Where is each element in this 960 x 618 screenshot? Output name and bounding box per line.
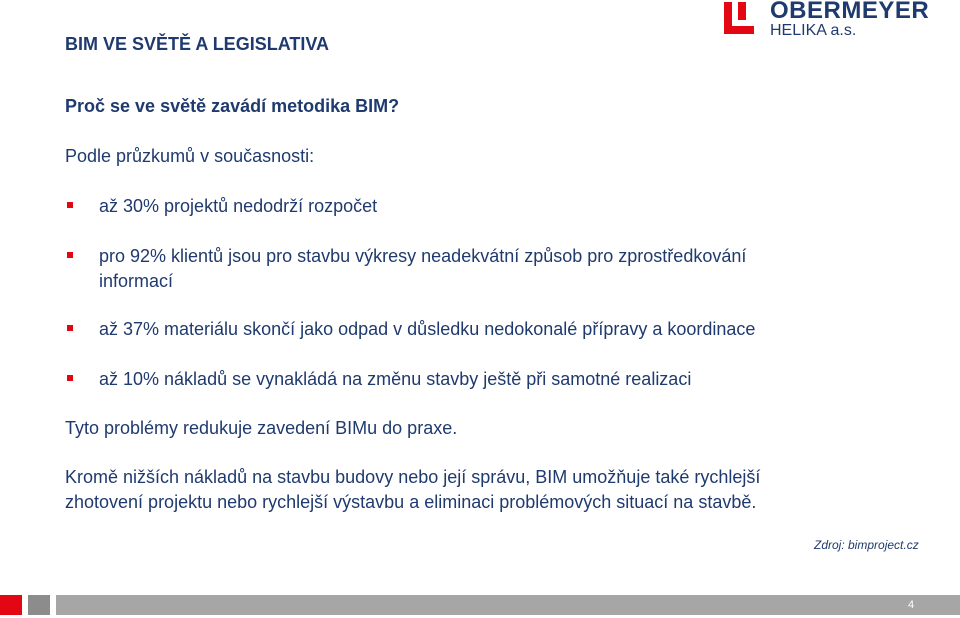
source-note: Zdroj: bimproject.cz xyxy=(814,538,919,552)
bullet-text: až 30% projektů nedodrží rozpočet xyxy=(99,196,378,216)
bullet-square-icon xyxy=(67,202,73,208)
page-number: 4 xyxy=(908,599,915,611)
slide-title: BIM VE SVĚTĚ A LEGISLATIVA xyxy=(65,34,330,54)
bullet-square-icon xyxy=(67,252,73,258)
bullet-text: až 10% nákladů se vynakládá na změnu stavby ještě při samotné realizaci xyxy=(99,369,692,389)
company-logo xyxy=(724,0,930,42)
summary-text: Tyto problémy redukuje zavedení BIMu do praxe. xyxy=(65,418,458,438)
slide-heading: Proč se ve světě zavádí metodika BIM? xyxy=(65,96,400,116)
footer-red-block xyxy=(0,595,22,615)
logo-subtitle: HELIKA a.s. xyxy=(770,22,857,39)
footer-grey-block xyxy=(28,595,50,615)
bullet-text: až 37% materiálu skončí jako odpad v důsledku nedokonalé přípravy a koordinace xyxy=(99,319,756,339)
intro-text: Podle průzkumů v současnosti: xyxy=(65,146,315,166)
benefits-text: Kromě nižších nákladů na stavbu budovy nebo její správu, BIM umožňuje také rychlejší zhotovení projektu nebo rychlejší výstavbu a eliminaci problémových situací na stavbě. xyxy=(65,467,761,512)
bullet-text: pro 92% klientů jsou pro stavbu výkresy neadekvátní způsob pro zprostředkování informací xyxy=(99,246,747,291)
footer-bar xyxy=(56,595,960,615)
logo-mark-icon xyxy=(724,2,754,34)
bullet-square-icon xyxy=(67,325,73,331)
bullet-square-icon xyxy=(67,375,73,381)
logo-name: OBERMEYER xyxy=(770,0,930,24)
